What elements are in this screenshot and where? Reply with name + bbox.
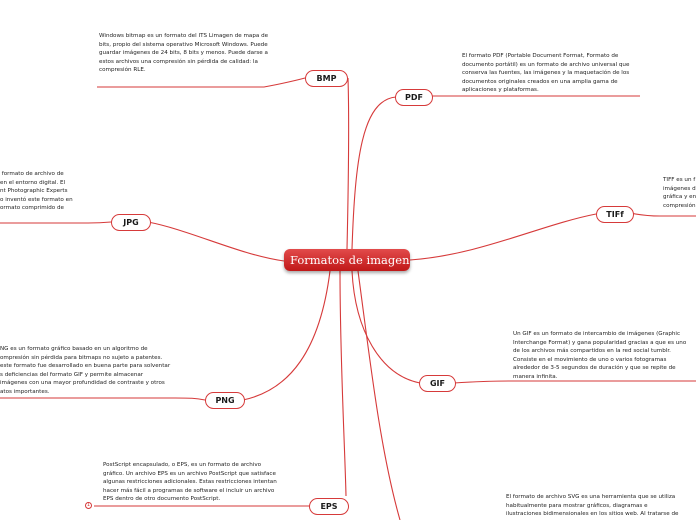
underline-bmp xyxy=(97,78,305,87)
topic-pdf[interactable]: PDF xyxy=(395,89,433,106)
connector-bmp xyxy=(347,78,349,249)
connector-jpg xyxy=(148,222,284,261)
connector-tiff xyxy=(410,214,596,260)
note-gif: Un GIF es un formato de intercambio de imágenes (Graphic Interchange Format) y gana popularidad gracias a que es uno de los archivos más compartidos en la red social tumblr. Consiste en el movimiento de uno o varios fotogramas alrededor de 3-5 segundos de duración y que se repite de manera infinita. xyxy=(513,331,687,380)
topic-jpg[interactable]: JPG xyxy=(111,214,151,231)
connector-pdf xyxy=(352,97,396,249)
note-png: NG es un formato gráfico basado en un algoritmo de ompresión sin pérdida para bitmaps no sujeto a patentes. este formato fue desarrollado en buena parte para solventar s deficiencias del formato GIF y permite almacenar imágenes con una mayor profundidad de contraste y otros atos importantes. xyxy=(0,346,171,395)
topic-png[interactable]: PNG xyxy=(205,392,245,409)
note-svg: El formato de archivo SVG es una herramienta que se utiliza habitualmente para mostrar gráficos, diagramas e ilustraciones bidimensionales en los sitios web. Al tratarse de xyxy=(506,494,679,518)
note-jpg: formato de archivo de en el entorno digital. El nt Photographic Experts o inventó este formato en ormato comprimido de xyxy=(0,171,73,212)
collapse-toggle[interactable]: 1 xyxy=(86,502,91,508)
topic-tiff[interactable]: TIFf xyxy=(596,206,634,223)
connector-svg xyxy=(358,271,400,520)
underline-jpg xyxy=(0,222,111,223)
note-pdf: El formato PDF (Portable Document Format, Formato de documento portátil) es un formato de archivo universal que conserva las fuentes, las imágenes y la maquetación de los documentos originales creados en una amplia gama de aplicaciones y plataformas. xyxy=(462,53,630,94)
connector-eps xyxy=(340,271,346,496)
central-topic[interactable]: Formatos de imagen xyxy=(284,249,410,271)
note-bmp: Windows bitmap es un formato del ITS Limagen de mapa de bits, propio del sistema operativo Microsoft Windows. Puede guardar imágenes de 24 bits, 8 bits y menos. Puede darse a estos archivos una compresión sin pérdida de calidad: la compresión RLE. xyxy=(99,33,269,74)
topic-bmp[interactable]: BMP xyxy=(305,70,348,87)
connector-gif xyxy=(352,271,420,383)
topic-gif[interactable]: GIF xyxy=(419,375,456,392)
underline-tiff xyxy=(630,213,696,216)
underline-png xyxy=(0,398,205,400)
note-tiff: TIFF es un f imágenes d gráfica y en compresión xyxy=(663,177,696,209)
note-eps: PostScript encapsulado, o EPS, es un formato de archivo gráfico. Un archivo EPS es un archivo PostScript que satisface algunas restricciones adicionales. Estas restricciones intentan hacer más fácil a programas de software el incluir un archivo EPS dentro de otro documento PostScript. xyxy=(103,462,277,503)
topic-eps[interactable]: EPS xyxy=(309,498,349,515)
connector-png xyxy=(243,271,330,400)
